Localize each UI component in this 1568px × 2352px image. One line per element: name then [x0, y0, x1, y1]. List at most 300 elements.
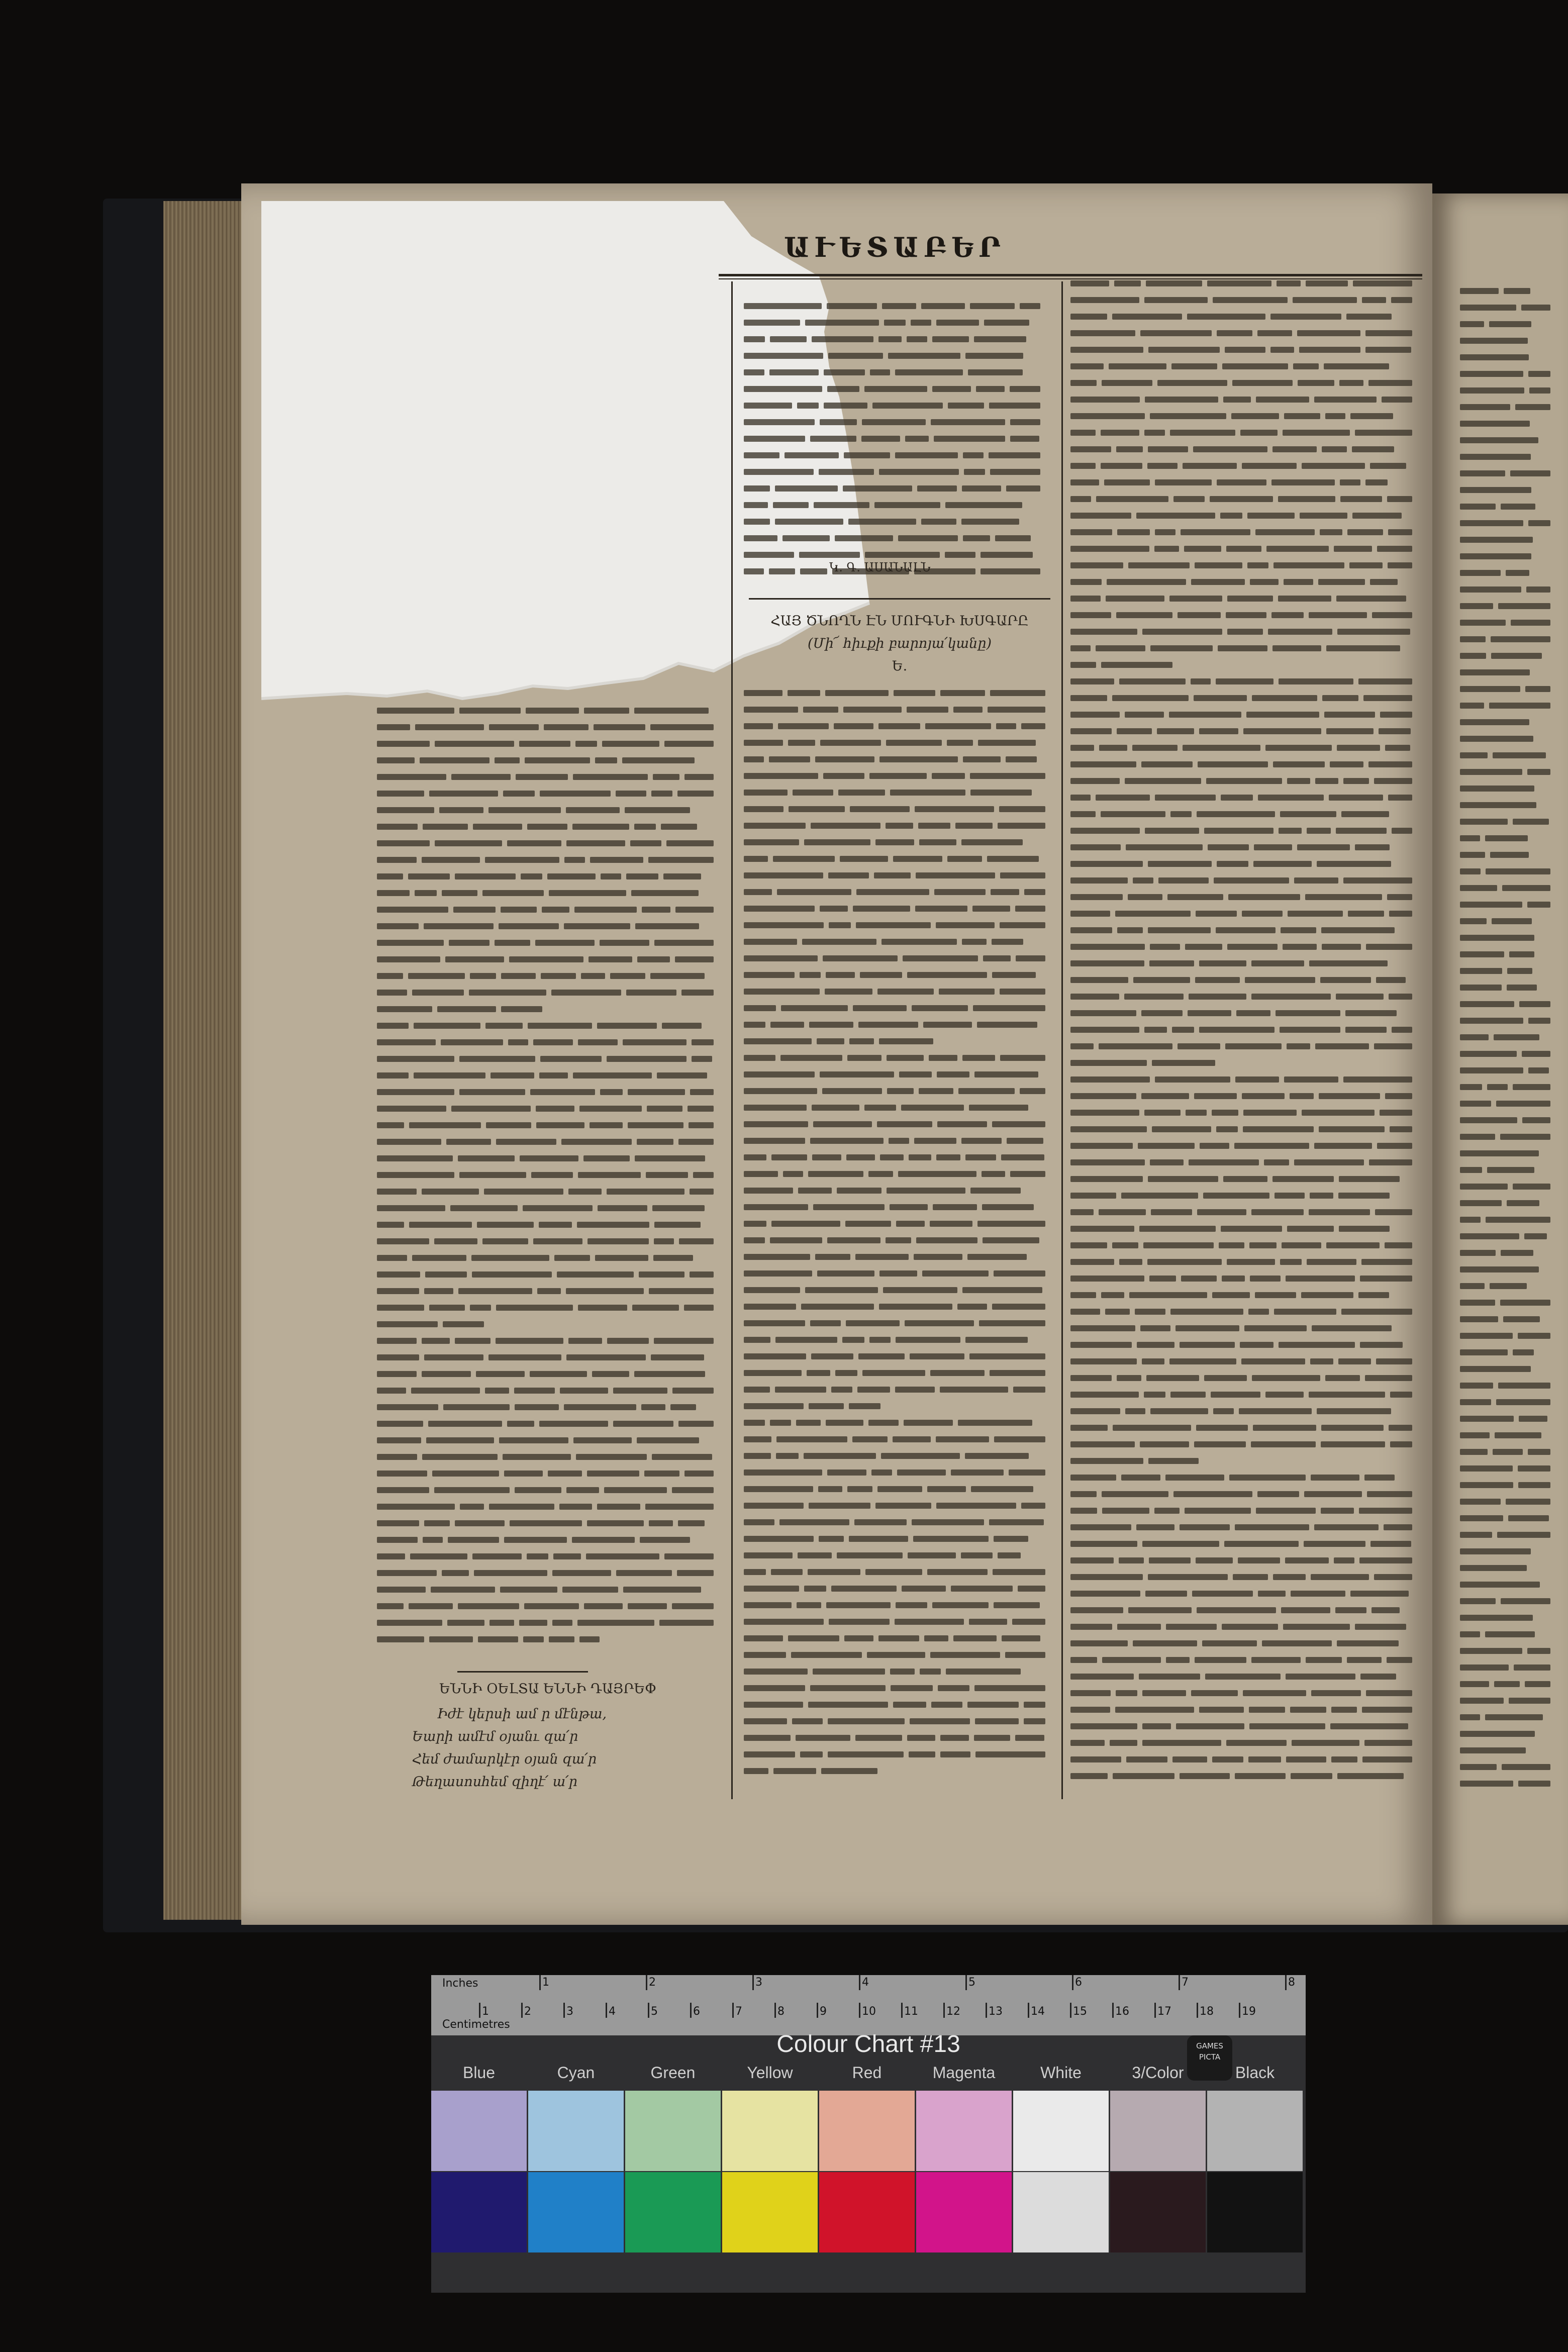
word-mark [1460, 1515, 1503, 1521]
text-line [744, 1164, 1050, 1181]
word-mark [431, 1587, 495, 1593]
text-line [744, 346, 1045, 363]
text-line [1070, 1169, 1417, 1186]
word-mark [1070, 1408, 1120, 1414]
word-mark [1181, 1276, 1217, 1282]
word-mark [690, 1271, 714, 1278]
text-line [744, 1065, 1050, 1082]
word-mark [1338, 1193, 1390, 1199]
word-mark [1070, 1491, 1097, 1497]
cm-tick [943, 2003, 945, 2018]
word-mark [573, 1437, 632, 1443]
text-line [744, 833, 1050, 849]
word-mark [539, 1222, 572, 1228]
word-mark [1119, 1557, 1144, 1563]
word-mark [377, 990, 407, 996]
word-mark [1070, 562, 1123, 568]
word-mark [1460, 1084, 1482, 1090]
text-line [1460, 1160, 1555, 1177]
word-mark [1311, 1475, 1359, 1481]
word-mark [1365, 1375, 1412, 1381]
word-mark [459, 708, 521, 714]
word-mark [1318, 579, 1365, 585]
word-mark [1188, 1010, 1231, 1016]
text-line [744, 446, 1045, 462]
word-mark [1217, 861, 1248, 867]
word-mark [592, 1371, 629, 1377]
text-line [1460, 912, 1555, 928]
word-mark [1486, 1217, 1550, 1223]
word-mark [1355, 844, 1390, 850]
word-mark [1119, 1259, 1142, 1265]
word-mark [1144, 430, 1165, 436]
word-mark [1070, 363, 1104, 369]
word-mark [566, 840, 625, 846]
word-mark [552, 1570, 611, 1576]
word-mark [1340, 479, 1360, 485]
word-mark [1343, 1076, 1412, 1083]
text-line [377, 1298, 719, 1315]
word-mark [1460, 620, 1506, 626]
word-mark [1070, 430, 1096, 436]
word-mark [1116, 1690, 1137, 1696]
word-mark [1199, 1707, 1244, 1713]
text-line [1070, 987, 1417, 1004]
text-line [744, 883, 1050, 899]
text-line [1070, 755, 1417, 771]
text-line [377, 801, 719, 817]
word-mark [568, 1338, 602, 1344]
inch-tick [1179, 1975, 1180, 1990]
word-mark [890, 790, 965, 796]
word-mark [932, 336, 969, 342]
word-mark [1217, 479, 1266, 485]
text-line [744, 1098, 1050, 1115]
word-mark [411, 1388, 480, 1394]
word-mark [744, 972, 795, 978]
word-mark [422, 1189, 479, 1195]
word-mark [1070, 1508, 1097, 1514]
text-line [377, 1530, 719, 1547]
word-mark [1117, 1375, 1141, 1381]
word-mark [835, 1370, 857, 1376]
text-line [1070, 1286, 1417, 1302]
word-mark [1070, 1375, 1112, 1381]
word-mark [675, 907, 714, 913]
word-mark [641, 1404, 665, 1410]
word-mark [1242, 1093, 1285, 1099]
text-line [1070, 423, 1417, 440]
word-mark [1157, 380, 1227, 386]
text-line [1070, 1485, 1417, 1501]
word-mark [1070, 397, 1140, 403]
text-line [1070, 705, 1417, 722]
word-mark [977, 1221, 1045, 1227]
word-mark [1250, 1276, 1281, 1282]
word-mark [1460, 1482, 1513, 1488]
word-mark [881, 939, 957, 945]
word-mark [1460, 1764, 1497, 1770]
article-rule [749, 598, 1050, 600]
word-mark [1460, 736, 1533, 742]
word-mark [896, 1337, 960, 1343]
word-mark [459, 1172, 526, 1178]
word-mark [572, 1537, 635, 1543]
text-line [1460, 1011, 1555, 1028]
word-mark [663, 873, 701, 879]
word-mark [1309, 612, 1367, 618]
word-mark [1070, 380, 1097, 386]
word-mark [1284, 579, 1313, 585]
word-mark [1112, 695, 1189, 701]
text-line [377, 867, 719, 884]
text-line [377, 1331, 719, 1348]
word-mark [838, 790, 885, 796]
word-mark [1140, 1441, 1189, 1447]
word-mark [1348, 911, 1384, 917]
word-mark [1148, 1574, 1228, 1580]
word-mark [744, 1436, 771, 1442]
swatch-light [722, 2091, 818, 2171]
text-line [377, 1232, 719, 1248]
word-mark [1099, 745, 1127, 751]
word-mark [744, 1254, 810, 1260]
word-mark [886, 823, 913, 829]
word-mark [938, 1685, 969, 1691]
word-mark [1293, 297, 1357, 303]
word-mark [1018, 1586, 1045, 1592]
swatch-grid [431, 2061, 1306, 2292]
word-mark [820, 419, 857, 425]
word-mark [1116, 446, 1143, 452]
word-mark [1314, 1143, 1372, 1149]
word-mark [744, 1635, 783, 1641]
text-line [1070, 1402, 1417, 1418]
word-mark [1005, 1652, 1045, 1658]
word-mark [587, 1471, 639, 1477]
word-mark [1133, 977, 1190, 983]
word-mark [572, 824, 629, 830]
word-mark [1273, 1574, 1306, 1580]
word-mark [887, 1055, 924, 1061]
word-mark [983, 1237, 1039, 1243]
word-mark [1506, 1499, 1550, 1505]
cm-number: 18 [1200, 2005, 1214, 2018]
word-mark [744, 955, 818, 961]
word-mark [1070, 1076, 1150, 1083]
word-mark [1101, 463, 1142, 469]
word-mark [1491, 636, 1550, 642]
word-mark [1070, 1475, 1116, 1481]
word-mark [489, 1620, 514, 1626]
swatch-dark [431, 2172, 527, 2252]
word-mark [377, 1421, 423, 1427]
word-mark [1377, 1143, 1412, 1149]
word-mark [744, 1403, 804, 1409]
text-line [377, 1514, 719, 1530]
word-mark [659, 1620, 714, 1626]
word-mark [769, 568, 795, 574]
word-mark [414, 1072, 485, 1079]
word-mark [1460, 1034, 1489, 1040]
word-mark [1170, 430, 1235, 436]
word-mark [1170, 1309, 1243, 1315]
word-mark [1165, 1475, 1224, 1481]
word-mark [744, 303, 822, 309]
word-mark [948, 403, 984, 409]
word-mark [1294, 1159, 1364, 1165]
word-mark [1119, 678, 1186, 684]
word-mark [1309, 960, 1388, 966]
text-line [744, 313, 1045, 330]
word-mark [998, 823, 1045, 829]
word-mark [1142, 629, 1222, 635]
word-mark [1526, 586, 1550, 593]
word-mark [377, 824, 418, 830]
text-line [1070, 589, 1417, 606]
text-line [1460, 995, 1555, 1011]
word-mark [1460, 1200, 1502, 1206]
word-mark [1070, 579, 1102, 585]
word-mark [1460, 288, 1499, 294]
word-mark [897, 1469, 946, 1476]
text-line [1070, 1501, 1417, 1518]
word-mark [828, 353, 883, 359]
word-mark [1243, 1690, 1306, 1696]
word-mark [834, 723, 873, 729]
word-mark [872, 403, 943, 409]
word-mark [628, 1122, 683, 1128]
word-mark [1280, 1259, 1302, 1265]
word-mark [915, 906, 967, 912]
word-mark [1460, 902, 1522, 908]
word-mark [1302, 463, 1365, 469]
word-mark [779, 1519, 849, 1525]
word-mark [895, 1619, 964, 1625]
word-mark [1388, 795, 1412, 801]
word-mark [1513, 819, 1549, 825]
word-mark [1251, 960, 1304, 966]
word-mark [1180, 1524, 1230, 1530]
text-line [1460, 1757, 1555, 1774]
word-mark [847, 1055, 881, 1061]
word-mark [1485, 1714, 1543, 1720]
text-line [744, 1612, 1050, 1629]
word-mark [812, 336, 873, 342]
word-mark [646, 1172, 688, 1178]
text-line [1460, 464, 1555, 480]
word-mark [1173, 1491, 1252, 1497]
word-mark [1096, 496, 1168, 502]
text-line [744, 1214, 1050, 1231]
word-mark [523, 1636, 544, 1642]
word-mark [429, 1305, 465, 1311]
word-mark [1195, 977, 1240, 983]
word-mark [1166, 1657, 1190, 1663]
word-mark [587, 1520, 644, 1526]
word-mark [1155, 1076, 1230, 1083]
word-mark [1180, 1342, 1235, 1348]
word-mark [1157, 728, 1194, 734]
word-mark [877, 1121, 932, 1127]
word-mark [1365, 347, 1411, 353]
word-mark [1362, 297, 1386, 303]
word-mark [858, 1022, 918, 1028]
word-mark [974, 336, 1026, 342]
text-line [1460, 315, 1555, 331]
text-line [1460, 431, 1555, 447]
swatch-dark [1013, 2172, 1109, 2252]
word-mark [1385, 1242, 1412, 1248]
text-line [377, 1083, 719, 1099]
text-line [1070, 722, 1417, 738]
text-line [377, 1481, 719, 1497]
word-mark [515, 1487, 561, 1493]
word-mark [1315, 778, 1338, 784]
text-line [744, 1463, 1050, 1480]
word-mark [678, 1139, 714, 1145]
word-mark [931, 419, 1005, 425]
word-mark [1510, 470, 1550, 476]
inch-tick [646, 1975, 647, 1990]
word-mark [920, 1669, 941, 1675]
word-mark [921, 519, 956, 525]
word-mark [961, 519, 1019, 525]
word-mark [1021, 1503, 1045, 1509]
word-mark [1501, 1598, 1550, 1604]
word-mark [945, 502, 1022, 508]
word-mark [946, 1669, 1021, 1675]
word-mark [1070, 629, 1137, 635]
word-mark [1200, 1143, 1229, 1149]
cm-tick [606, 2003, 607, 2018]
word-mark [847, 1486, 872, 1492]
word-mark [477, 1222, 534, 1228]
text-line [1070, 738, 1417, 755]
word-mark [1527, 1648, 1550, 1654]
word-mark [1189, 1159, 1259, 1165]
word-mark [604, 1487, 667, 1493]
word-mark [805, 1287, 878, 1293]
text-line [1070, 970, 1417, 987]
word-mark [377, 1072, 409, 1079]
word-mark [1233, 1574, 1268, 1580]
word-mark [1099, 1043, 1172, 1049]
word-mark [798, 1552, 832, 1558]
word-mark [634, 708, 709, 714]
word-mark [1070, 678, 1114, 684]
word-mark [827, 1469, 866, 1476]
word-mark [856, 922, 931, 928]
word-mark [940, 1735, 969, 1741]
word-mark [675, 956, 714, 962]
word-mark [575, 741, 597, 747]
word-mark [822, 1088, 882, 1094]
cm-number: 15 [1073, 2005, 1087, 2018]
word-mark [590, 857, 643, 863]
word-mark [823, 773, 864, 779]
word-mark [894, 690, 935, 696]
word-mark [1317, 1408, 1391, 1414]
text-line [744, 1082, 1050, 1098]
word-mark [1197, 1607, 1276, 1613]
word-mark [526, 708, 579, 714]
word-mark [422, 1454, 498, 1460]
word-mark [744, 1270, 812, 1277]
text-line [1070, 1584, 1417, 1601]
word-mark [744, 1071, 815, 1077]
word-mark [1377, 546, 1412, 552]
text-line [744, 1430, 1050, 1446]
word-mark [649, 1520, 673, 1526]
word-mark [1070, 1159, 1145, 1165]
word-mark [1330, 1723, 1408, 1729]
word-mark [1290, 1093, 1314, 1099]
text-line [377, 1381, 719, 1398]
word-mark [971, 1486, 1033, 1492]
word-mark [589, 956, 632, 962]
word-mark [488, 1354, 561, 1360]
word-mark [1171, 363, 1217, 369]
word-mark [1460, 1283, 1485, 1289]
word-mark [1252, 695, 1317, 701]
word-mark [562, 1587, 618, 1593]
text-line [1460, 961, 1555, 978]
word-mark [1460, 669, 1530, 675]
text-line [1460, 597, 1555, 613]
word-mark [744, 1204, 808, 1210]
swatch-label: Red [852, 2064, 882, 2082]
word-mark [1374, 1043, 1412, 1049]
word-mark [1387, 894, 1412, 900]
word-mark [504, 1471, 543, 1477]
word-mark [744, 1154, 766, 1160]
word-mark [1490, 852, 1529, 858]
word-mark [932, 386, 971, 392]
word-mark [1366, 944, 1412, 950]
word-mark [744, 839, 799, 845]
word-mark [539, 1421, 608, 1427]
word-mark [377, 907, 448, 913]
word-mark [578, 1305, 627, 1311]
word-mark [566, 807, 620, 813]
cm-tick [690, 2003, 692, 2018]
text-line [1070, 1684, 1417, 1700]
word-mark [1392, 828, 1412, 834]
cm-tick [732, 2003, 734, 2018]
word-mark [1460, 653, 1486, 659]
word-mark [574, 907, 637, 913]
word-mark [455, 1520, 505, 1526]
word-mark [1234, 1143, 1309, 1149]
word-mark [587, 1238, 649, 1244]
word-mark [923, 1022, 972, 1028]
word-mark [520, 1155, 578, 1161]
word-mark [1070, 1425, 1108, 1431]
word-mark [744, 1768, 768, 1774]
word-mark [496, 1305, 573, 1311]
word-mark [968, 369, 1023, 375]
word-mark [1279, 1342, 1355, 1348]
word-mark [1070, 811, 1096, 817]
word-mark [907, 1735, 935, 1741]
text-line [1460, 812, 1555, 829]
word-mark [409, 1222, 472, 1228]
word-mark [377, 956, 440, 962]
text-line [1460, 1028, 1555, 1044]
word-mark [1298, 380, 1334, 386]
word-mark [1460, 1150, 1539, 1156]
